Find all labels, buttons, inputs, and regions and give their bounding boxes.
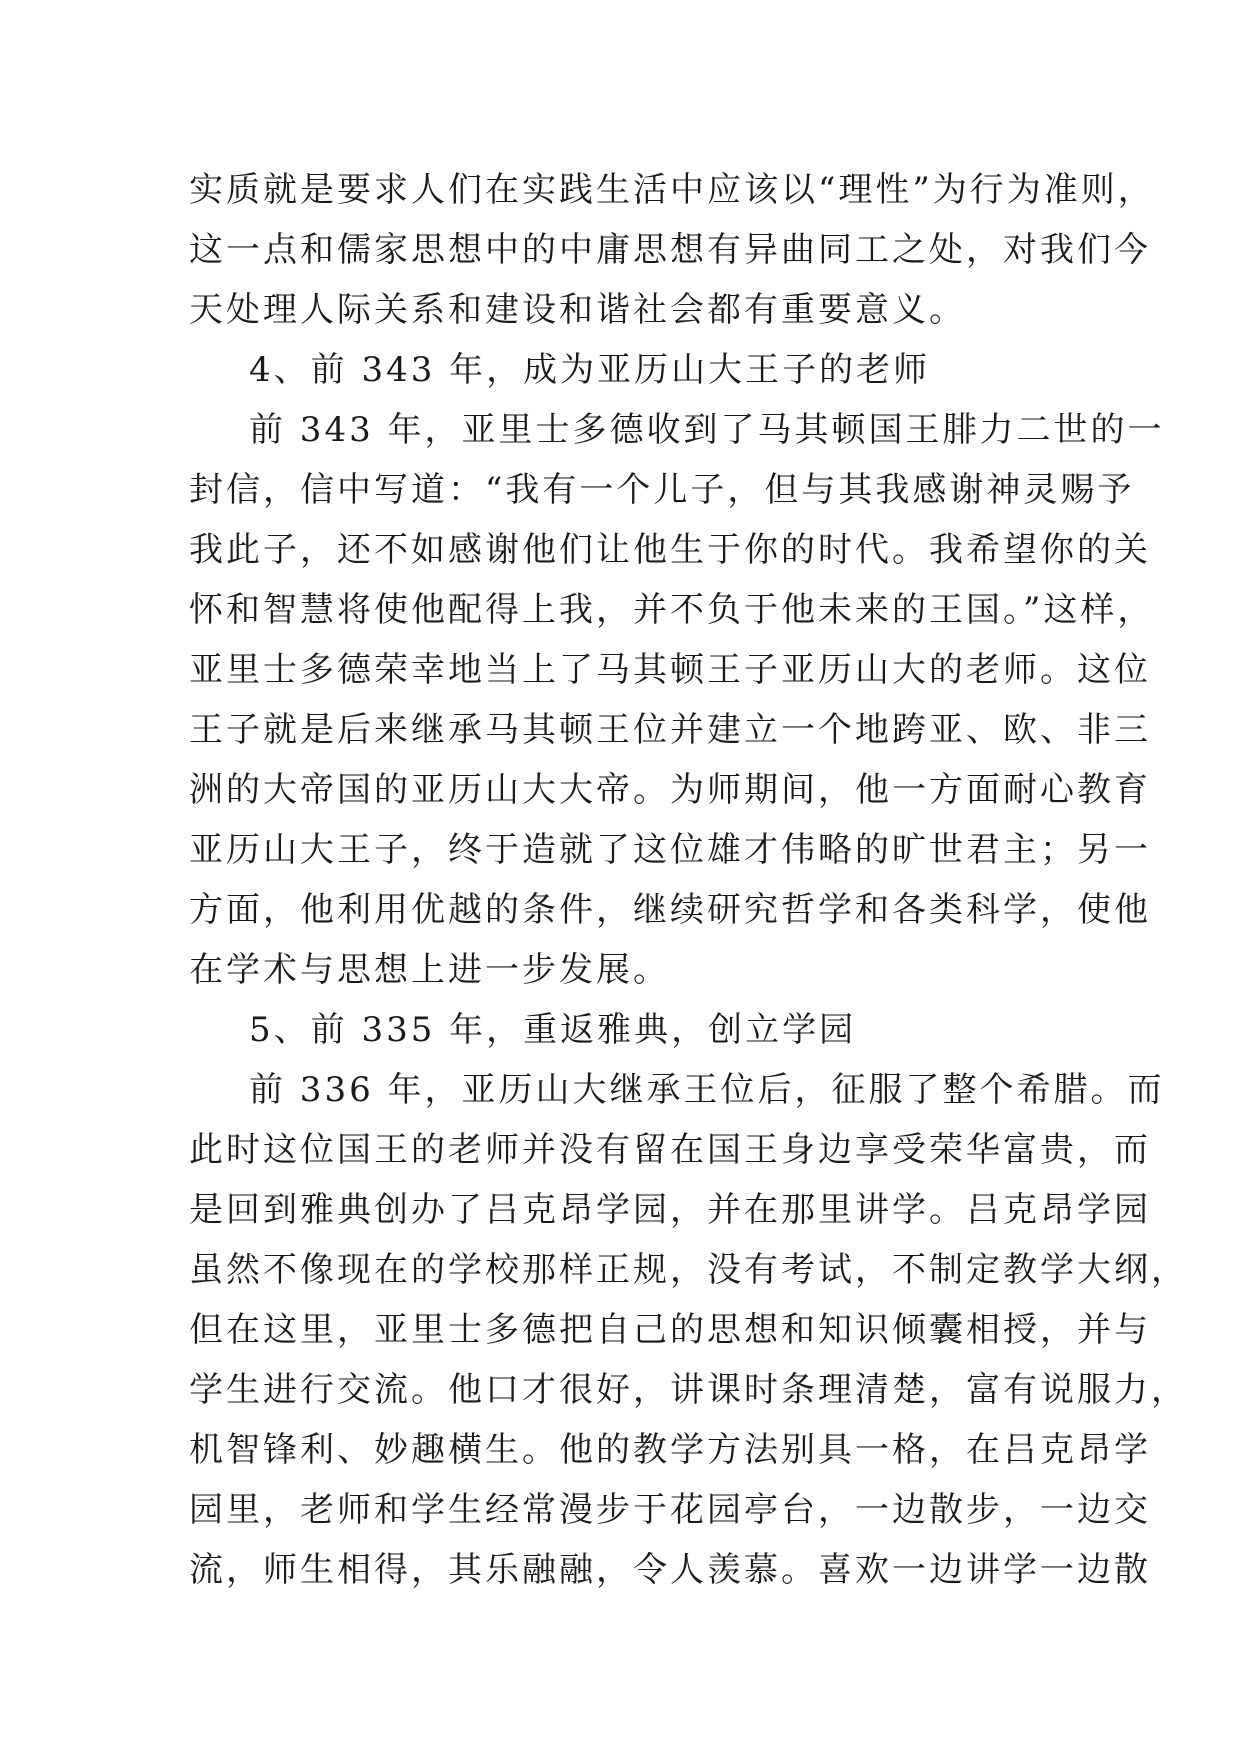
text-line: 但在这里，亚里士多德把自己的思想和知识倾囊相授，并与: [189, 1310, 1151, 1350]
text-line: 王子就是后来继承马其顿王位并建立一个地跨亚、欧、非三: [189, 710, 1151, 750]
text-line: 洲的大帝国的亚历山大大帝。为师期间，他一方面耐心教育: [189, 770, 1151, 810]
document-body: [189, 160, 1188, 1600]
text-line: 怀和智慧将使他配得上我，并不负于他未来的王国。”这样，: [189, 590, 1155, 630]
text-line: 4、前 343 年，成为亚历山大王子的老师: [249, 350, 931, 390]
text-line: 园里，老师和学生经常漫步于花园亭台，一边散步，一边交: [189, 1490, 1151, 1530]
text-line: 学生进行交流。他口才很好，讲课时条理清楚，富有说服力，: [189, 1370, 1188, 1410]
text-line: 5、前 335 年，重返雅典，创立学园: [249, 1010, 857, 1050]
text-line: 此时这位国王的老师并没有留在国王身边享受荣华富贵，而: [189, 1130, 1151, 1170]
text-line: 天处理人际关系和建设和谐社会都有重要意义。: [189, 290, 966, 330]
text-line: 这一点和儒家思想中的中庸思想有异曲同工之处，对我们今: [189, 230, 1151, 270]
text-line: 封信，信中写道：“我有一个儿子，但与其我感谢神灵赐予: [189, 470, 1135, 510]
text-line: 亚历山大王子，终于造就了这位雄才伟略的旷世君主；另一: [189, 830, 1151, 870]
text-line: 前 336 年，亚历山大继承王位后，征服了整个希腊。而: [249, 1070, 1165, 1110]
text-line: 机智锋利、妙趣横生。他的教学方法别具一格，在吕克昂学: [189, 1430, 1151, 1470]
text-line: 是回到雅典创办了吕克昂学园，并在那里讲学。吕克昂学园: [189, 1190, 1151, 1230]
text-line: 方面，他利用优越的条件，继续研究哲学和各类科学，使他: [189, 890, 1151, 930]
text-line: 在学术与思想上进一步发展。: [189, 950, 670, 990]
text-line: 前 343 年，亚里士多德收到了马其顿国王腓力二世的一: [249, 410, 1165, 450]
text-line: 实质就是要求人们在实践生活中应该以“理性”为行为准则，: [189, 170, 1155, 210]
text-line: 流，师生相得，其乐融融，令人羡慕。喜欢一边讲学一边散: [189, 1550, 1151, 1590]
text-line: 我此子，还不如感谢他们让他生于你的时代。我希望你的关: [189, 530, 1151, 570]
text-line: 亚里士多德荣幸地当上了马其顿王子亚历山大的老师。这位: [189, 650, 1151, 690]
text-line: 虽然不像现在的学校那样正规，没有考试，不制定教学大纲，: [189, 1250, 1188, 1290]
